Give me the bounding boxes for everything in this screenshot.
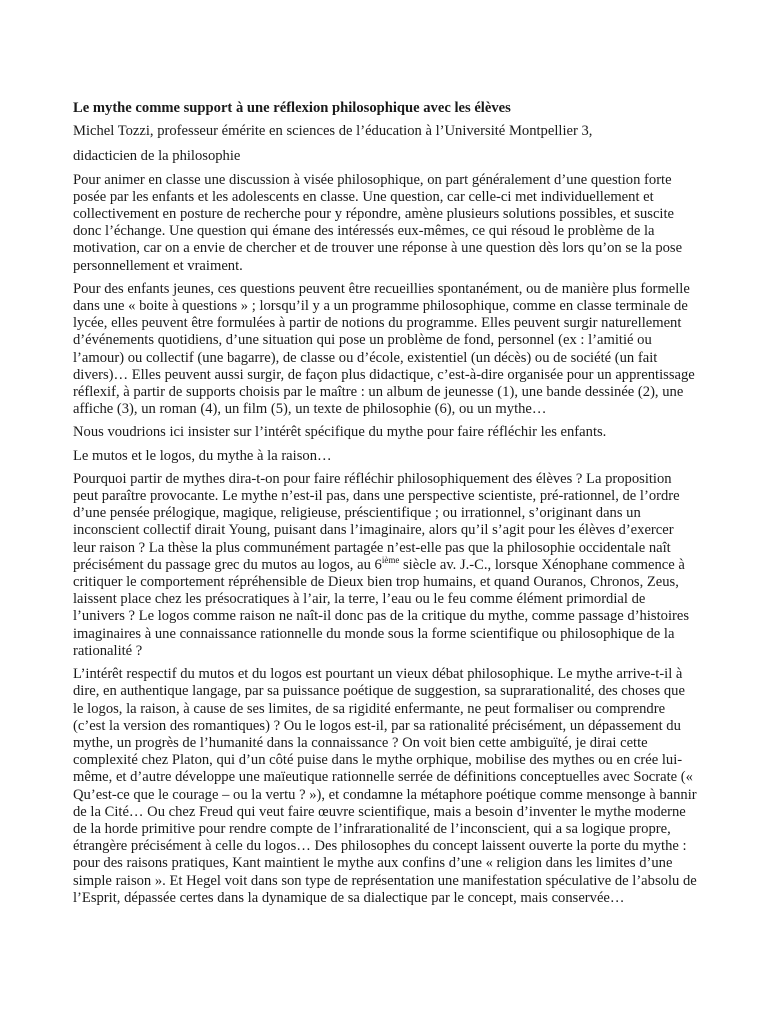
section-heading: Le mutos et le logos, du mythe à la raison…: [73, 447, 332, 464]
document-title: Le mythe comme support à une réflexion philosophique avec les élèves: [73, 100, 511, 116]
author-line: Michel Tozzi, professeur émérite en sciences de l’éducation à l’Université Montpellier 3,: [73, 123, 593, 140]
document-page: [73, 100, 699, 913]
paragraph-4-superscript: ième: [381, 554, 400, 565]
paragraph-4-text-b: siècle av. J.-C., lorsque Xénophane commence à critiquer le comportement répréhensible de Dieux bien trop humains, et quand Ouranos, Chronos, Zeus, laissent place chez les présocratiques à l’air, la terre, l’eau ou le feu comme élément primordial de l’univers ? Le logos comme raison ne naît-il donc pas de la critique du mythe, comme passage d’histoires imaginaires à une connaissance rationnelle du monde sous la forme scientifique ou philosophique de la rationalité ?: [73, 556, 690, 659]
paragraph-4: [73, 471, 699, 660]
paragraph-4-text-a: Pourquoi partir de mythes dira-t-on pour faire réfléchir philosophiquement des élèves ? La proposition peut paraître provocante. Le mythe n’est-il pas, dans une perspective scientiste, pré-rationnel, de l’ordre d’une pensée prélogique, magique, religieuse, préscientifique ; ou irrationnel, s’originant dans un inconscient collectif dirait Young, puisant dans l’imaginaire, alors qu’il s’agit pour les élèves d’exercer leur raison ? La thèse la plus communément partagée n’est-elle pas que la philosophie occidentale naît précisément du passage grec du mutos au logos, au 6: [73, 470, 680, 573]
author-role: didacticien de la philosophie: [73, 148, 241, 165]
paragraph-1: Pour animer en classe une discussion à visée philosophique, on part généralement d’une question forte posée par les enfants et les adolescents en classe. Une question, car celle-ci met individuellement et collectivement en posture de recherche pour y répondre, amène plusieurs solutions possibles, et suscite donc l’échange. Une question qui émane des intéressés eux-mêmes, ce qui résoud le problème de la motivation, car on a envie de chercher et de trouver une réponse à une question dès lors qu’on se la pose personnellement et vraiment.: [73, 171, 683, 274]
paragraph-3: Nous voudrions ici insister sur l’intérêt spécifique du mythe pour faire réfléchir les enfants.: [73, 424, 607, 441]
paragraph-2: Pour des enfants jeunes, ces questions peuvent être recueillies spontanément, ou de manière plus formelle dans une « boite à questions » ; lorsqu’il y a un programme philosophique, comme en classe terminale de lycée, elles peuvent être formulées à partir de notions du programme. Elles peuvent surgir naturellement d’événements quotidiens, d’une situation qui pose un problème de fond, personnel (ex : l’amitié ou l’amour) ou collectif (une bagarre), de classe ou d’école, existentiel (un décès) ou de société (un fait divers)… Elles peuvent aussi surgir, de façon plus didactique, c’est-à-dire organisée pour un apprentissage réflexif, à partir de supports choisis par le maître : un album de jeunesse (1), une bande dessinée (2), une affiche (3), un roman (4), un film (5), un texte de philosophie (6), ou un mythe…: [73, 280, 695, 418]
paragraph-5: L’intérêt respectif du mutos et du logos est pourtant un vieux débat philosophique. Le mythe arrive-t-il à dire, en authentique langage, par sa puissance poétique de suggestion, sa suprarationalité, des choses que le logos, la raison, à cause de ses limites, de sa rigidité enfermante, ne peut formaliser ou comprendre (c’est la version des romantiques) ? Ou le logos est-il, par sa rationalité précisément, un dépassement du mythe, un progrès de l’humanité dans la connaissance ? On voit bien cette ambiguïté, je dirai cette complexité chez Platon, qui d’un côté puise dans le mythe orphique, mobilise des mythes ou en crée lui-même, et d’autre développe une maïeutique rationnelle serrée de définitions conceptuelles avec Socrate (« Qu’est-ce que le courage – ou la vertu ? »), et condamne la métaphore poétique comme mensonge à bannir de la Cité… Ou chez Freud qui veut faire œuvre scientifique, mais a besoin d’inventer le mythe moderne de la horde primitive pour rendre compte de l’infrarationalité de l’inconscient, qui a sa logique propre, étrangère précisément à celle du logos… Des philosophes du concept laissent ouverte la porte du mythe : pour des raisons pratiques, Kant maintient le mythe aux confins d’une « religion dans les limites d’une simple raison ». Et Hegel voit dans son type de représentation une manifestation spéculative de l’absolu de l’Esprit, dépassée certes dans la dynamique de sa dialectique par le concept, mais conservée…: [73, 666, 697, 906]
